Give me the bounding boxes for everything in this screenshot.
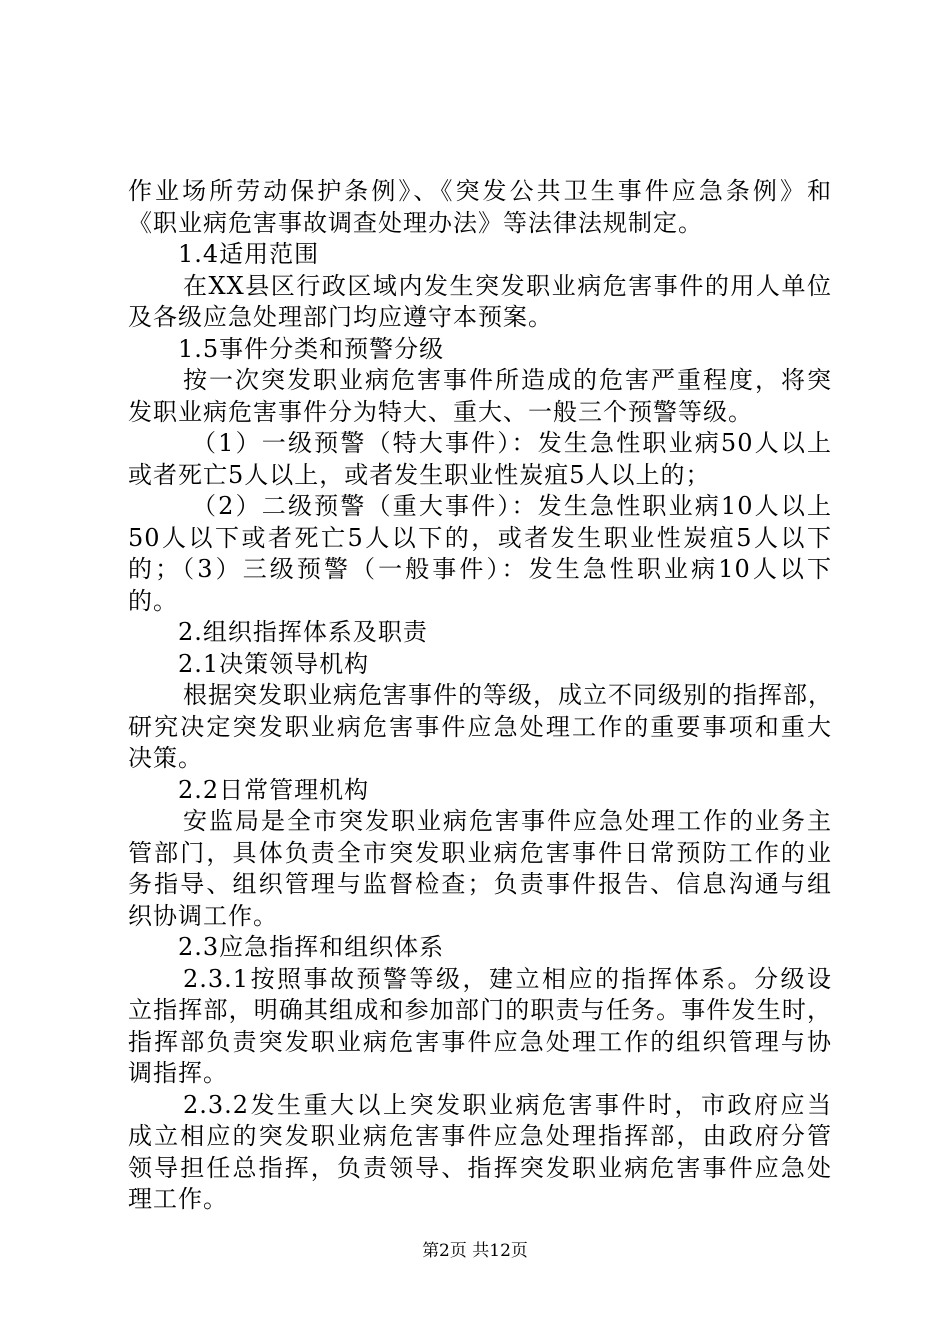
text-line: 理工作。 (128, 1185, 228, 1213)
text-line: 领导担任总指挥，负责领导、指挥突发职业病危害事件应急处 (128, 1153, 832, 1182)
body-text (128, 176, 832, 1216)
text-line: 指挥部负责突发职业病危害事件应急处理工作的组织管理与协 (128, 1027, 832, 1056)
section-heading: 2.2日常管理机构 (178, 775, 370, 804)
section-heading: 2.1决策领导机构 (178, 649, 370, 678)
text-line: 务指导、组织管理与监督检查；负责事件报告、信息沟通与组 (128, 870, 832, 898)
text-line: （1）一级预警（特大事件）：发生急性职业病50人以上 (192, 429, 832, 457)
text-line: 2.3.1按照事故预警等级，建立相应的指挥体系。分级设 (183, 964, 832, 993)
text-line: 的。 (128, 586, 178, 615)
text-line: 的；（3）三级预警（一般事件）：发生急性职业病10人以下 (128, 555, 832, 583)
text-line: 安监局是全市突发职业病危害事件应急处理工作的业务主 (183, 807, 832, 835)
text-line: 《职业病危害事故调查处理办法》等法律法规制定。 (128, 208, 703, 237)
section-heading: 1.5事件分类和预警分级 (178, 334, 445, 363)
text-line: 根据突发职业病危害事件的等级，成立不同级别的指挥部， (183, 681, 833, 709)
text-line: 成立相应的突发职业病危害事件应急处理指挥部，由政府分管 (128, 1122, 832, 1150)
text-line: 管部门，具体负责全市突发职业病危害事件日常预防工作的业 (128, 838, 832, 867)
text-line: 在XX县区行政区域内发生突发职业病危害事件的用人单位 (183, 271, 832, 300)
text-line: 发职业病危害事件分为特大、重大、一般三个预警等级。 (128, 397, 753, 426)
text-line: 作业场所劳动保护条例》、《突发公共卫生事件应急条例》和 (128, 177, 832, 205)
text-line: 研究决定突发职业病危害事件应急处理工作的重要事项和重大 (128, 712, 832, 741)
section-heading: 2.组织指挥体系及职责 (178, 618, 428, 646)
text-line: 织协调工作。 (128, 901, 278, 930)
section-heading: 2.3应急指挥和组织体系 (178, 933, 445, 961)
text-line: 2.3.2发生重大以上突发职业病危害事件时，市政府应当 (183, 1090, 832, 1119)
text-line: 立指挥部，明确其组成和参加部门的职责与任务。事件发生时， (128, 996, 832, 1024)
page-number-footer: 第2页 共12页 (422, 1241, 528, 1261)
text-line: （2）二级预警（重大事件）：发生急性职业病10人以上 (192, 492, 832, 520)
text-line: 及各级应急处理部门均应遵守本预案。 (128, 303, 553, 331)
text-line: 决策。 (128, 744, 203, 772)
text-line: 或者死亡5人以上，或者发生职业性炭疽5人以上的； (128, 460, 711, 489)
text-line: 50人以下或者死亡5人以下的，或者发生职业性炭疽5人以下 (128, 523, 832, 552)
text-line: 调指挥。 (128, 1059, 228, 1087)
section-heading: 1.4适用范围 (178, 240, 320, 268)
text-line: 按一次突发职业病危害事件所造成的危害严重程度，将突 (183, 366, 832, 394)
